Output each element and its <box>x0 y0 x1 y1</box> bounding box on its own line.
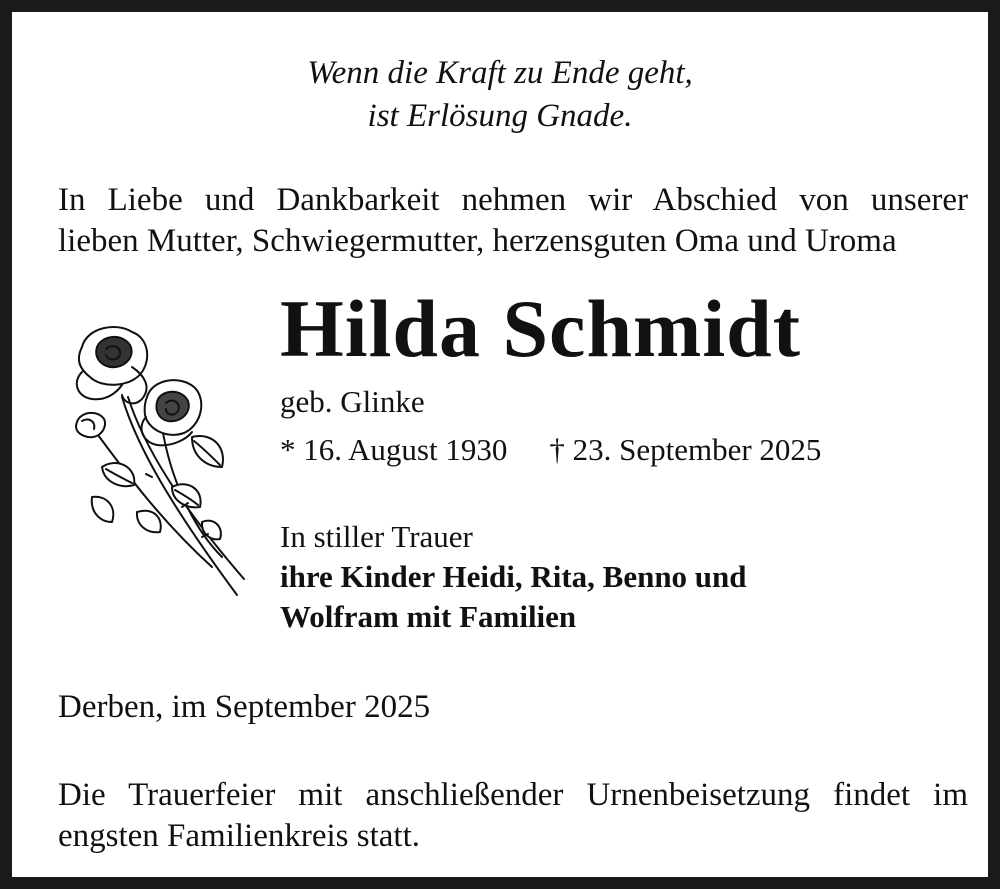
motto-line-2: ist Erlösung Gnade. <box>367 98 633 134</box>
motto <box>12 52 988 138</box>
maiden-name: geb. Glinke <box>280 384 425 419</box>
birth-date: * 16. August 1930 <box>280 432 508 467</box>
funeral-note <box>58 775 968 857</box>
mourners <box>280 517 747 637</box>
deceased-name: Hilda Schmidt <box>280 283 802 374</box>
rose-icon <box>62 317 252 602</box>
mourners-heading: In stiller Trauer <box>280 519 473 554</box>
life-dates <box>280 430 821 470</box>
motto-line-1: Wenn die Kraft zu Ende geht, <box>307 55 693 91</box>
note-line-1: Die Trauerfeier mit anschließender Urnenbeisetzung findet im <box>58 777 968 813</box>
death-date: † 23. September 2025 <box>549 432 822 467</box>
place-date: Derben, im September 2025 <box>58 689 431 725</box>
intro-line-2: lieben Mutter, Schwiegermutter, herzensguten Oma und Uroma <box>58 223 897 259</box>
mourners-line-1: ihre Kinder Heidi, Rita, Benno und <box>280 559 747 594</box>
intro-line-1: In Liebe und Dankbarkeit nehmen wir Abschied von unserer <box>58 182 968 218</box>
intro-text <box>58 180 968 262</box>
note-line-2: engsten Familienkreis statt. <box>58 818 421 854</box>
mourners-line-2: Wolfram mit Familien <box>280 599 577 634</box>
